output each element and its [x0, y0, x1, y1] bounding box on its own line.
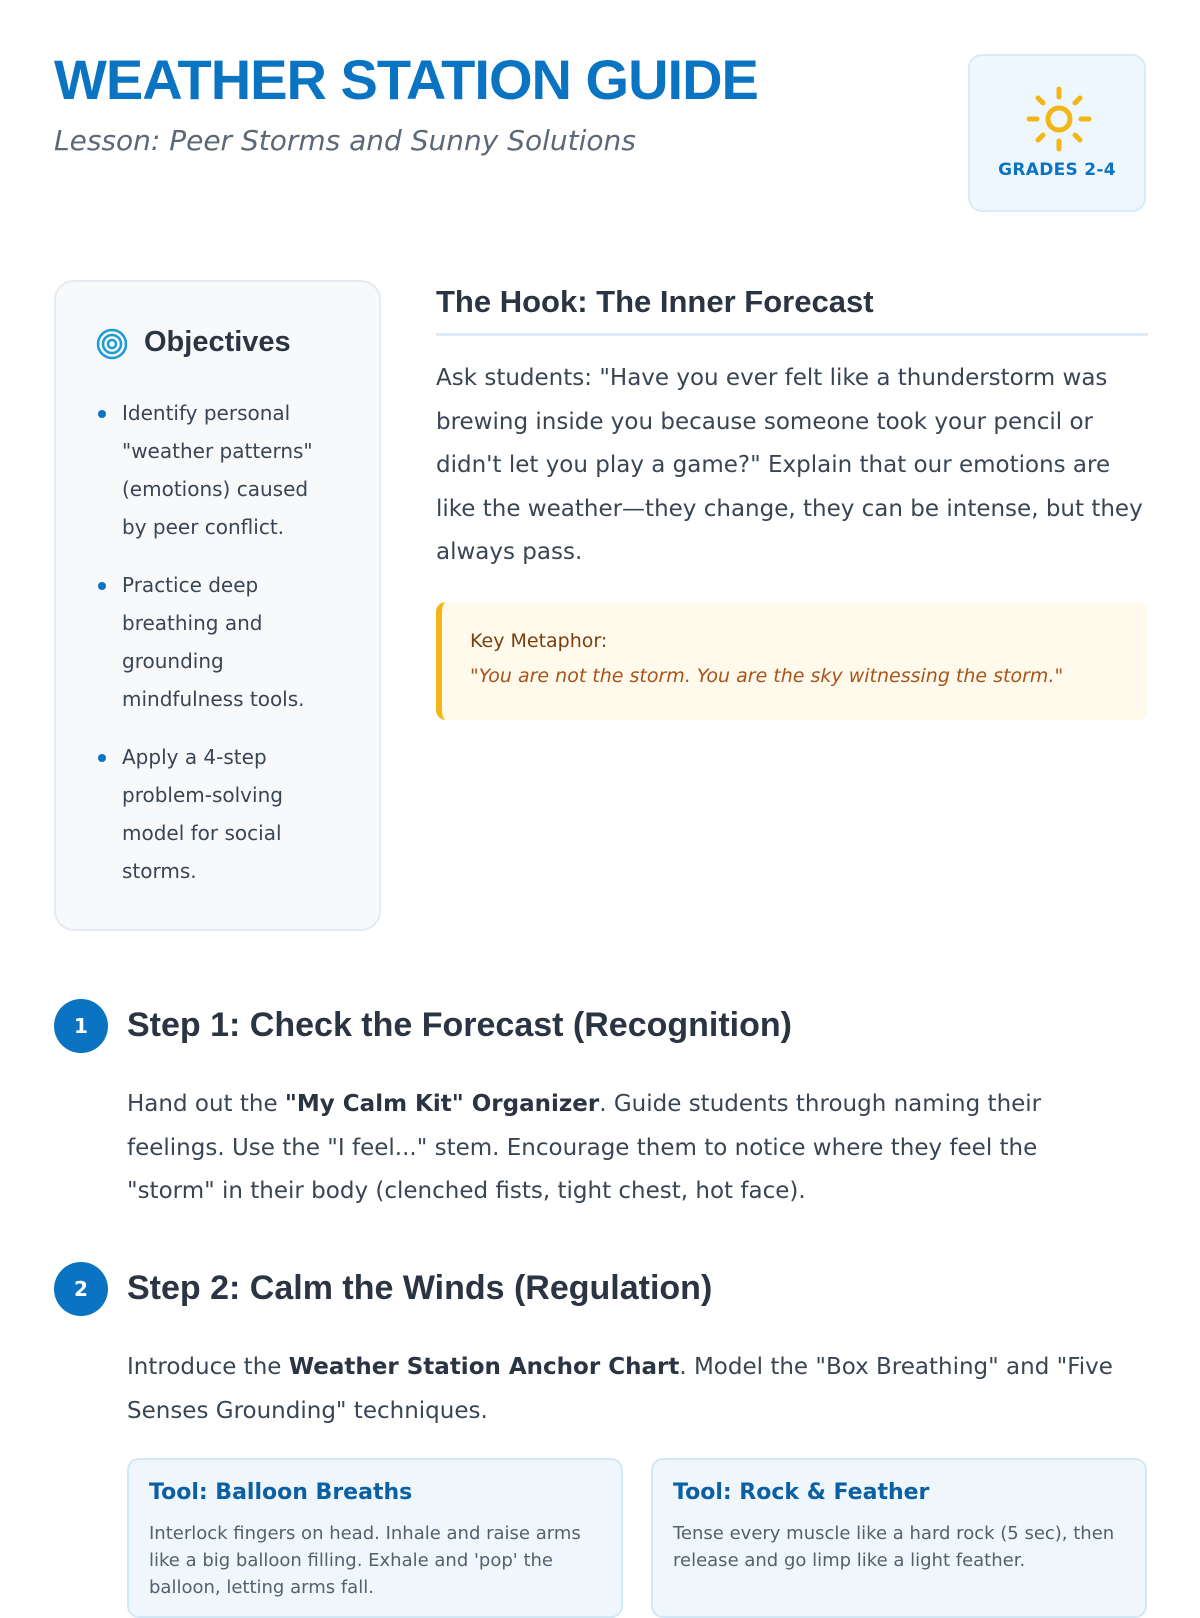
step-body: [127, 1346, 1127, 1433]
page-title: WEATHER STATION GUIDE: [54, 48, 758, 111]
tool-description: Interlock fingers on head. Inhale and raise arms like a big balloon filling. Exhale and 'pop' the balloon, letting arms fall.: [149, 1523, 581, 1598]
key-metaphor-callout: [436, 602, 1148, 720]
tool-name: Tool: Balloon Breaths: [149, 1480, 413, 1505]
hook-body: Ask students: "Have you ever felt like a thunderstorm was brewing inside you because someone took your pencil or didn't let you play a game?" Explain that our emotions are like the weather—they change, they can be intense, but they always pass.: [436, 365, 1143, 565]
objectives-title: Objectives: [144, 326, 291, 358]
step-number-badge: 1: [54, 999, 108, 1053]
sun-icon: [1026, 86, 1092, 152]
objectives-list: [96, 394, 336, 910]
step-title: Step 2: Calm the Winds (Regulation): [127, 1269, 713, 1307]
step-body-text: Introduce the: [127, 1354, 289, 1380]
hook-title: The Hook: The Inner Forecast: [436, 284, 874, 319]
objective-item: Apply a 4-step problem-solving model for social storms.: [96, 738, 336, 890]
step-body: [127, 1083, 1127, 1214]
grade-label: GRADES 2-4: [998, 160, 1116, 180]
tool-card-balloon-breaths: [127, 1458, 623, 1618]
step-body-text: . Guide students through naming their feelings. Use the "I feel..." stem. Encourage them to notice where they feel the "storm" in their body (clenched fists, tight chest, hot face).: [127, 1091, 1042, 1204]
step-body-text: Hand out the: [127, 1091, 285, 1117]
objective-item: Identify personal "weather patterns" (emotions) caused by peer conflict.: [96, 394, 336, 546]
step-body-bold: Weather Station Anchor Chart: [288, 1354, 680, 1380]
step-body-text: . Model the "Box Breathing" and "Five Senses Grounding" techniques.: [127, 1354, 1113, 1424]
tool-card-rock-feather: [651, 1458, 1147, 1618]
objectives-panel: [54, 280, 381, 931]
step-title: Step 1: Check the Forecast (Recognition): [127, 1006, 792, 1044]
grade-badge: [968, 54, 1146, 212]
lesson-subtitle: Lesson: Peer Storms and Sunny Solutions: [54, 124, 636, 157]
objective-item: Practice deep breathing and grounding mindfulness tools.: [96, 566, 336, 718]
metaphor-quote: "You are not the storm. You are the sky witnessing the storm.": [470, 665, 1064, 687]
target-icon: [96, 328, 128, 360]
tool-name: Tool: Rock & Feather: [673, 1480, 930, 1505]
tool-description: Tense every muscle like a hard rock (5 sec), then release and go limp like a light feather.: [673, 1523, 1115, 1571]
hook-divider: [436, 333, 1148, 336]
metaphor-label: Key Metaphor:: [470, 630, 608, 652]
step-number-badge: 2: [54, 1262, 108, 1316]
step-body-bold: "My Calm Kit" Organizer: [284, 1091, 600, 1117]
